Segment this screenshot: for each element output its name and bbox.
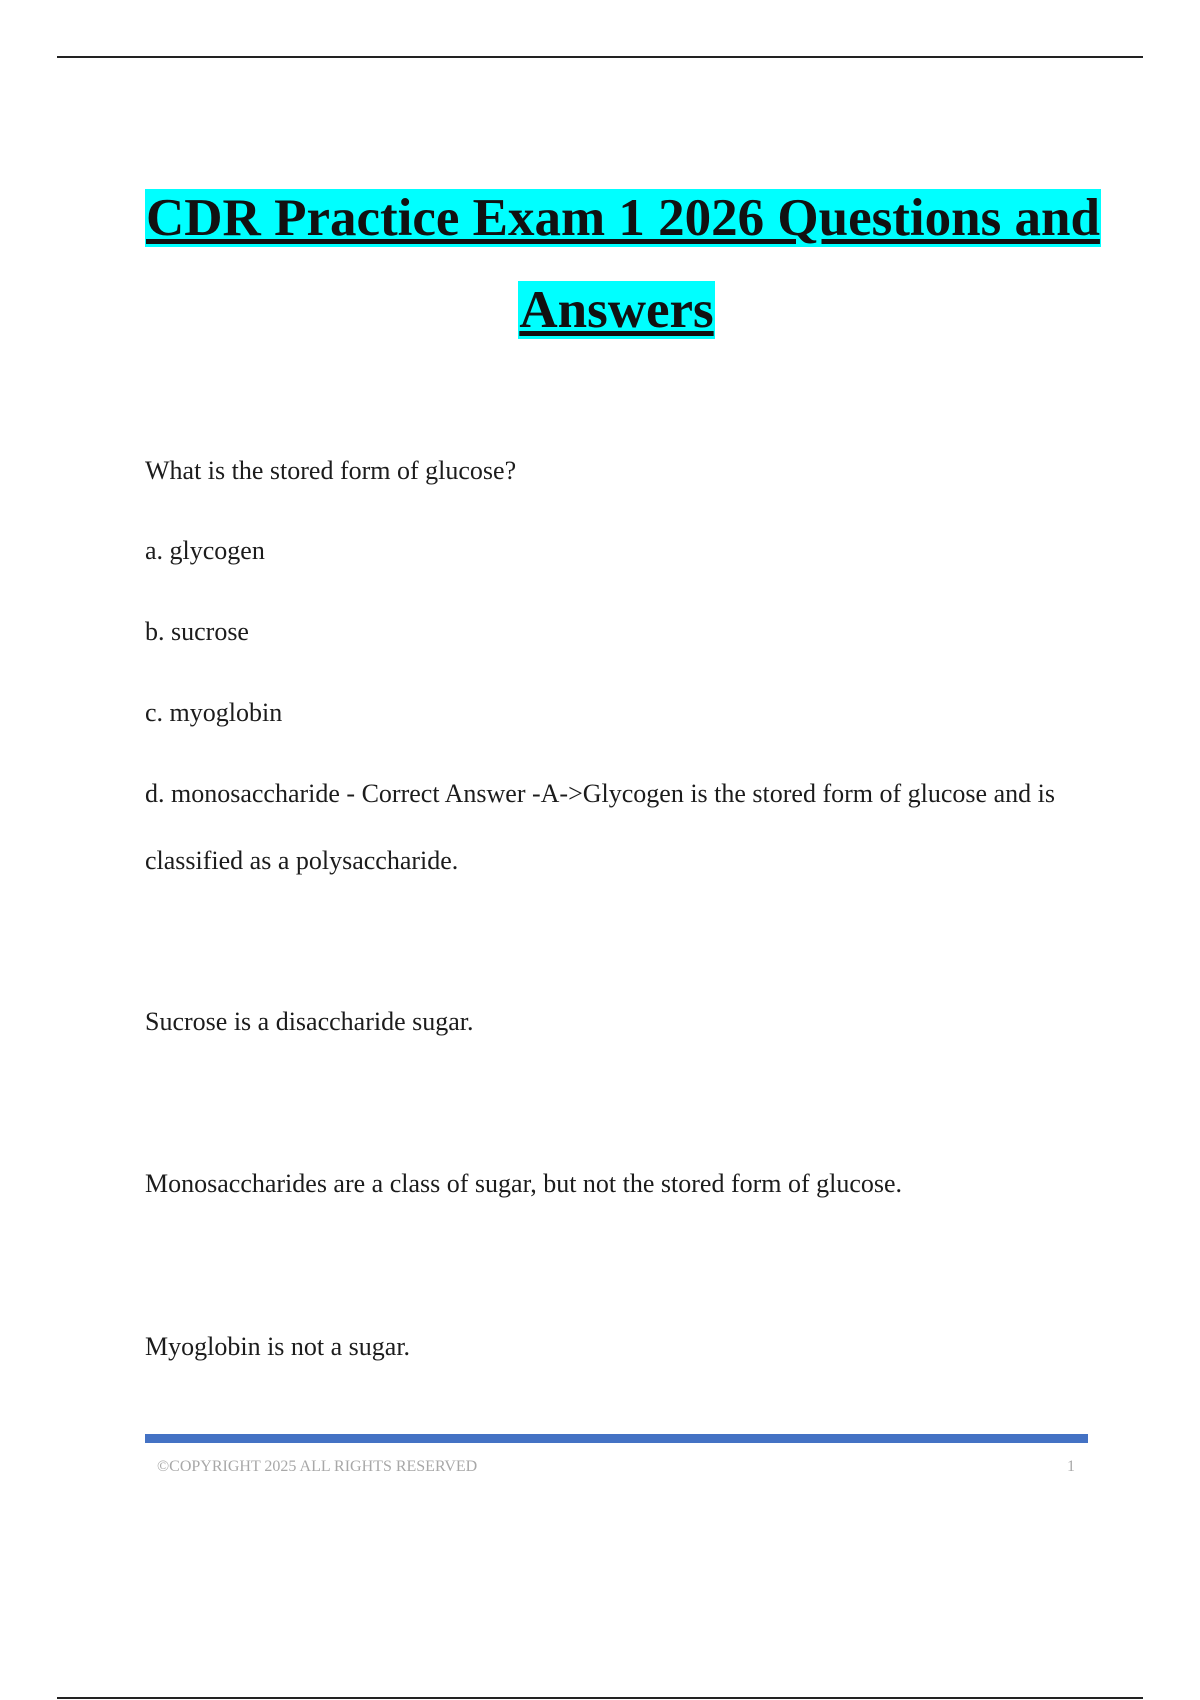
footer-copyright: ©COPYRIGHT 2025 ALL RIGHTS RESERVED [157, 1458, 478, 1475]
title-line-2: Answers [519, 281, 714, 339]
bottom-rule [57, 1697, 1143, 1699]
explanation-sucrose: Sucrose is a disaccharide sugar. [145, 1007, 474, 1036]
option-b: b. sucrose [145, 617, 249, 646]
top-rule [57, 56, 1143, 58]
footer-bar [145, 1434, 1088, 1443]
option-d-answer: d. monosaccharide - Correct Answer -A->Glycogen is the stored form of glucose and is classified as a polysaccharide. [145, 779, 1055, 875]
title-line-1: CDR Practice Exam 1 2026 Questions and [146, 189, 1100, 247]
option-a: a. glycogen [145, 536, 265, 565]
page-number: 1 [1067, 1458, 1075, 1475]
explanation-monosaccharides: Monosaccharides are a class of sugar, but not the stored form of glucose. [145, 1169, 903, 1198]
question-text: What is the stored form of glucose? [145, 456, 517, 485]
document-title [145, 172, 1100, 356]
option-c: c. myoglobin [145, 698, 283, 727]
explanation-myoglobin: Myoglobin is not a sugar. [145, 1332, 411, 1361]
